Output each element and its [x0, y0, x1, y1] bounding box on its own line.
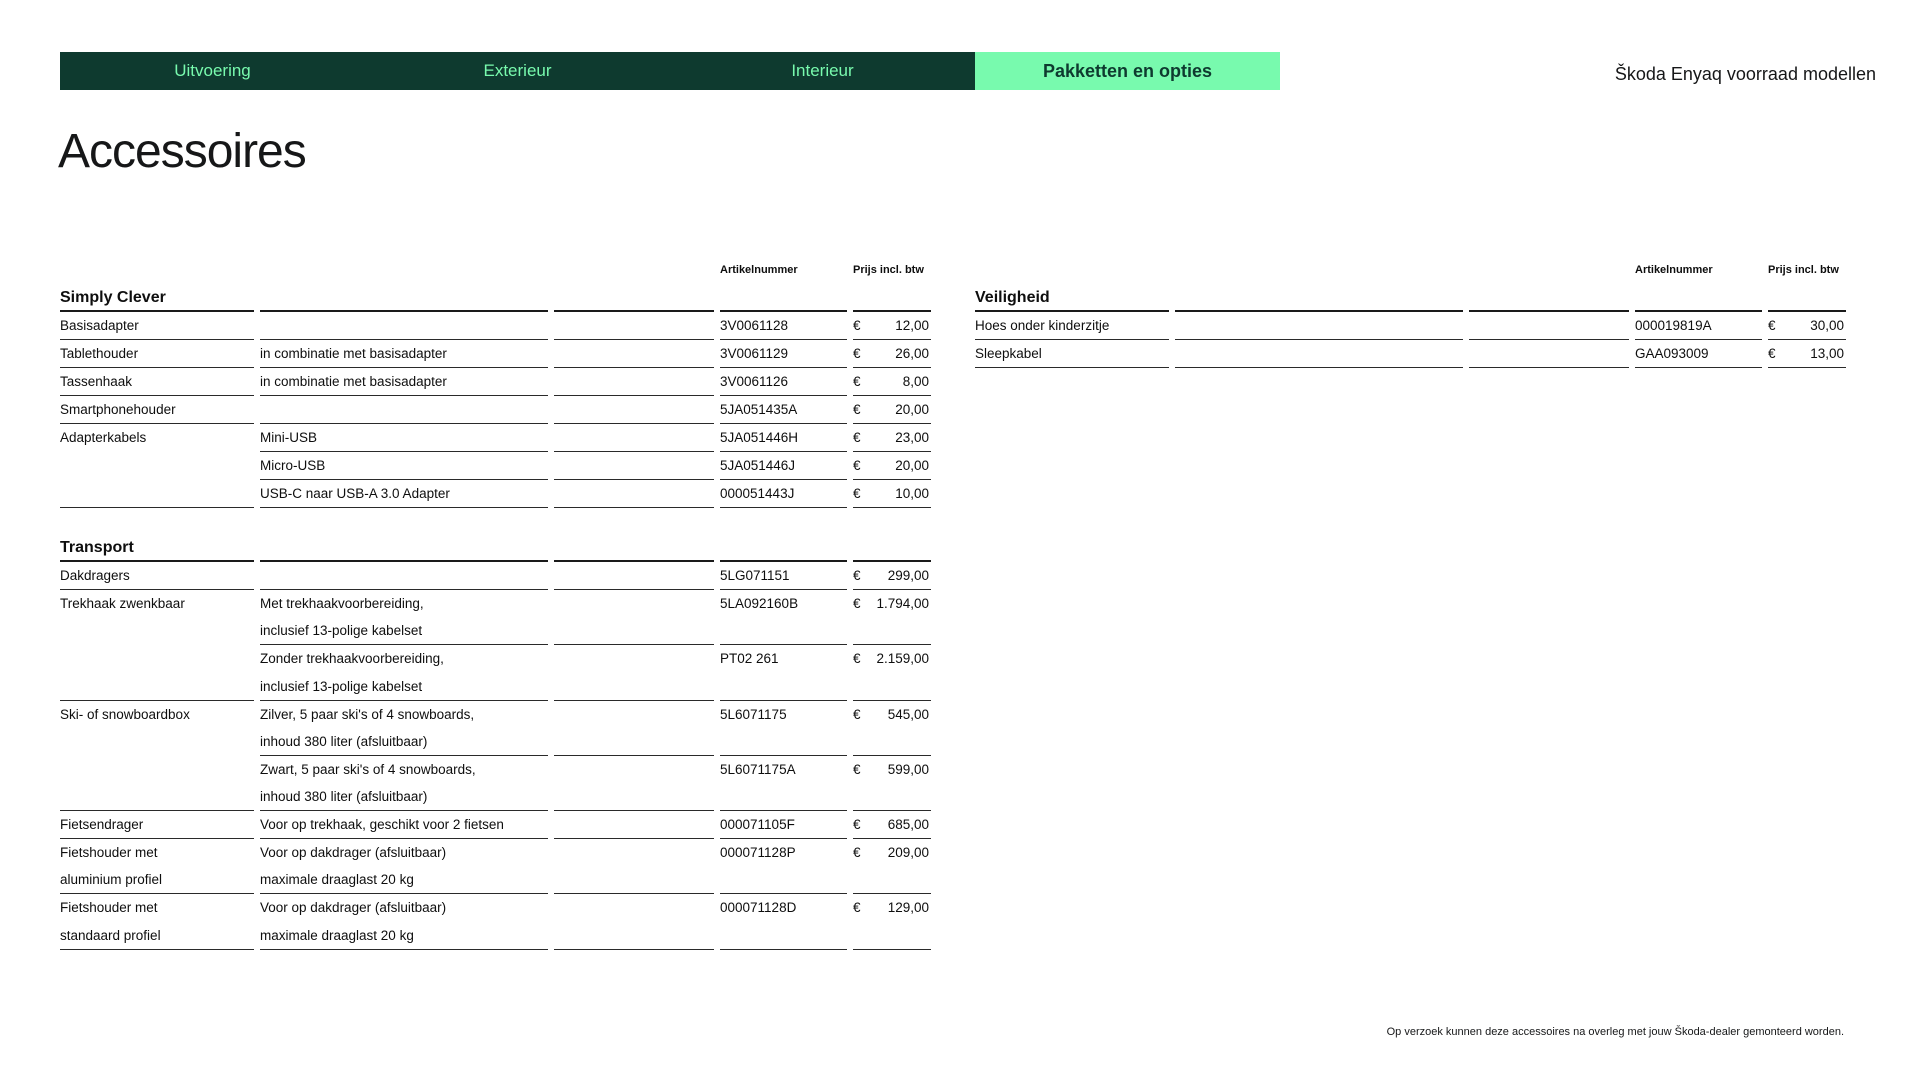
section-title: Transport [60, 534, 254, 562]
table-row [60, 396, 931, 424]
table-row [60, 590, 931, 617]
price: € 685,00 [853, 817, 929, 833]
price: € 30,00 [1768, 318, 1844, 333]
price: € 20,00 [853, 458, 929, 473]
item-description: inclusief 13-polige kabelset [260, 673, 548, 701]
item-description: Met trekhaakvoorbereiding, [260, 596, 424, 611]
item-name: Fietshouder met [60, 845, 158, 861]
tab-pakketten-en-opties[interactable]: Pakketten en opties [975, 52, 1280, 90]
page-title: Accessoires [58, 125, 306, 178]
section-header [975, 284, 1846, 312]
item-description: maximale draaglast 20 kg [260, 866, 548, 894]
item-name: Trekhaak zwenkbaar [60, 596, 185, 611]
section-title: Veiligheid [975, 284, 1169, 312]
article-number: GAA093009 [1635, 340, 1762, 368]
item-name: aluminium profiel [60, 866, 254, 894]
item-name [60, 452, 254, 480]
item-name: Tassenhaak [60, 368, 254, 396]
table-row [60, 783, 931, 811]
article-number: 000071128D [720, 900, 797, 916]
accessories-table-left [54, 256, 937, 950]
article-number: 5JA051435A [720, 396, 847, 424]
table-row [60, 811, 931, 839]
price: € 10,00 [853, 486, 929, 501]
table-row [60, 424, 931, 452]
item-description: inhoud 380 liter (afsluitbaar) [260, 783, 548, 811]
price: € 1.794,00 [853, 596, 929, 611]
section-title: Simply Clever [60, 284, 254, 312]
item-name: Sleepkabel [975, 340, 1169, 368]
item-name [60, 480, 254, 508]
table-row [60, 673, 931, 701]
price: € 209,00 [853, 845, 929, 861]
table-row [60, 756, 931, 783]
item-description: Voor op trekhaak, geschikt voor 2 fietsen [260, 811, 548, 839]
table-row [60, 617, 931, 645]
footnote: Op verzoek kunnen deze accessoires na overleg met jouw Škoda-dealer gemonteerd worden. [1386, 1026, 1844, 1038]
article-number: 5L6071175A [720, 761, 796, 777]
item-description: Micro-USB [260, 452, 548, 480]
brand-title: Škoda Enyaq voorraad modellen [1614, 64, 1876, 84]
article-number: 000051443J [720, 480, 847, 508]
table-row [60, 645, 931, 672]
price: € 12,00 [853, 318, 929, 333]
table-row [60, 866, 931, 894]
table-row [975, 312, 1846, 340]
article-number: 3V0061126 [720, 368, 847, 396]
article-number: PT02 261 [720, 651, 779, 667]
table-row [60, 894, 931, 921]
table-row [60, 701, 931, 728]
item-description [260, 396, 548, 424]
section-tabs [60, 52, 1280, 90]
item-name: Basisadapter [60, 312, 254, 340]
item-name: Tablethouder [60, 340, 254, 368]
column-header-article: Artikelnummer [720, 264, 798, 276]
column-header-price: Prijs incl. btw [853, 264, 924, 276]
article-number: 5LA092160B [720, 596, 799, 611]
item-description: maximale draaglast 20 kg [260, 922, 548, 950]
item-description: Voor op dakdrager (afsluitbaar) [260, 900, 447, 916]
item-name: Ski- of snowboardbox [60, 706, 190, 722]
item-description: Zilver, 5 paar ski's of 4 snowboards, [260, 706, 475, 722]
article-number: 5L6071175 [720, 706, 787, 722]
section-header [60, 284, 931, 312]
table-row [975, 340, 1846, 368]
item-description: USB-C naar USB-A 3.0 Adapter [260, 480, 548, 508]
price: € 26,00 [853, 346, 929, 361]
article-number: 5LG071151 [720, 562, 847, 590]
item-description: Mini-USB [260, 424, 548, 452]
item-description: inclusief 13-polige kabelset [260, 617, 548, 645]
section-header [60, 534, 931, 562]
column-header-article: Artikelnummer [1635, 264, 1713, 276]
price: € 545,00 [853, 706, 929, 722]
table-row [60, 480, 931, 508]
item-name: Smartphonehouder [60, 396, 254, 424]
item-name: Adapterkabels [60, 430, 147, 445]
table-row [60, 452, 931, 480]
accessories-table-right [969, 256, 1852, 368]
item-name: Hoes onder kinderzitje [975, 312, 1169, 340]
table-row [60, 728, 931, 756]
price: € 13,00 [1768, 346, 1844, 361]
tab-exterieur[interactable]: Exterieur [365, 52, 670, 90]
table-row [60, 312, 931, 340]
table-row [60, 368, 931, 396]
item-name: Dakdragers [60, 562, 254, 590]
table-row [60, 340, 931, 368]
price: € 20,00 [853, 402, 929, 417]
price: € 2.159,00 [853, 651, 929, 667]
table-row [60, 839, 931, 866]
item-description: inhoud 380 liter (afsluitbaar) [260, 728, 548, 756]
item-name: Fietsendrager [60, 811, 254, 839]
table-row [60, 922, 931, 950]
item-description: in combinatie met basisadapter [260, 368, 548, 396]
item-description: Voor op dakdrager (afsluitbaar) [260, 845, 447, 861]
price: € 8,00 [853, 374, 929, 389]
price: € 299,00 [853, 568, 929, 583]
article-number: 3V0061128 [720, 312, 847, 340]
table-row [60, 562, 931, 590]
tab-interieur[interactable]: Interieur [670, 52, 975, 90]
tab-uitvoering[interactable]: Uitvoering [60, 52, 365, 90]
item-description: Zwart, 5 paar ski's of 4 snowboards, [260, 761, 476, 777]
article-number: 000019819A [1635, 312, 1762, 340]
item-description [260, 312, 548, 340]
article-number: 000071105F [720, 811, 847, 839]
article-number: 3V0061129 [720, 340, 847, 368]
item-description: Zonder trekhaakvoorbereiding, [260, 651, 444, 667]
item-name: standaard profiel [60, 922, 254, 950]
column-header-price: Prijs incl. btw [1768, 264, 1839, 276]
article-number: 5JA051446J [720, 452, 847, 480]
item-description: in combinatie met basisadapter [260, 340, 548, 368]
article-number: 5JA051446H [720, 424, 847, 452]
price: € 23,00 [853, 430, 929, 445]
article-number: 000071128P [720, 845, 796, 861]
price: € 599,00 [853, 761, 929, 777]
item-name: Fietshouder met [60, 900, 158, 916]
price: € 129,00 [853, 900, 929, 916]
